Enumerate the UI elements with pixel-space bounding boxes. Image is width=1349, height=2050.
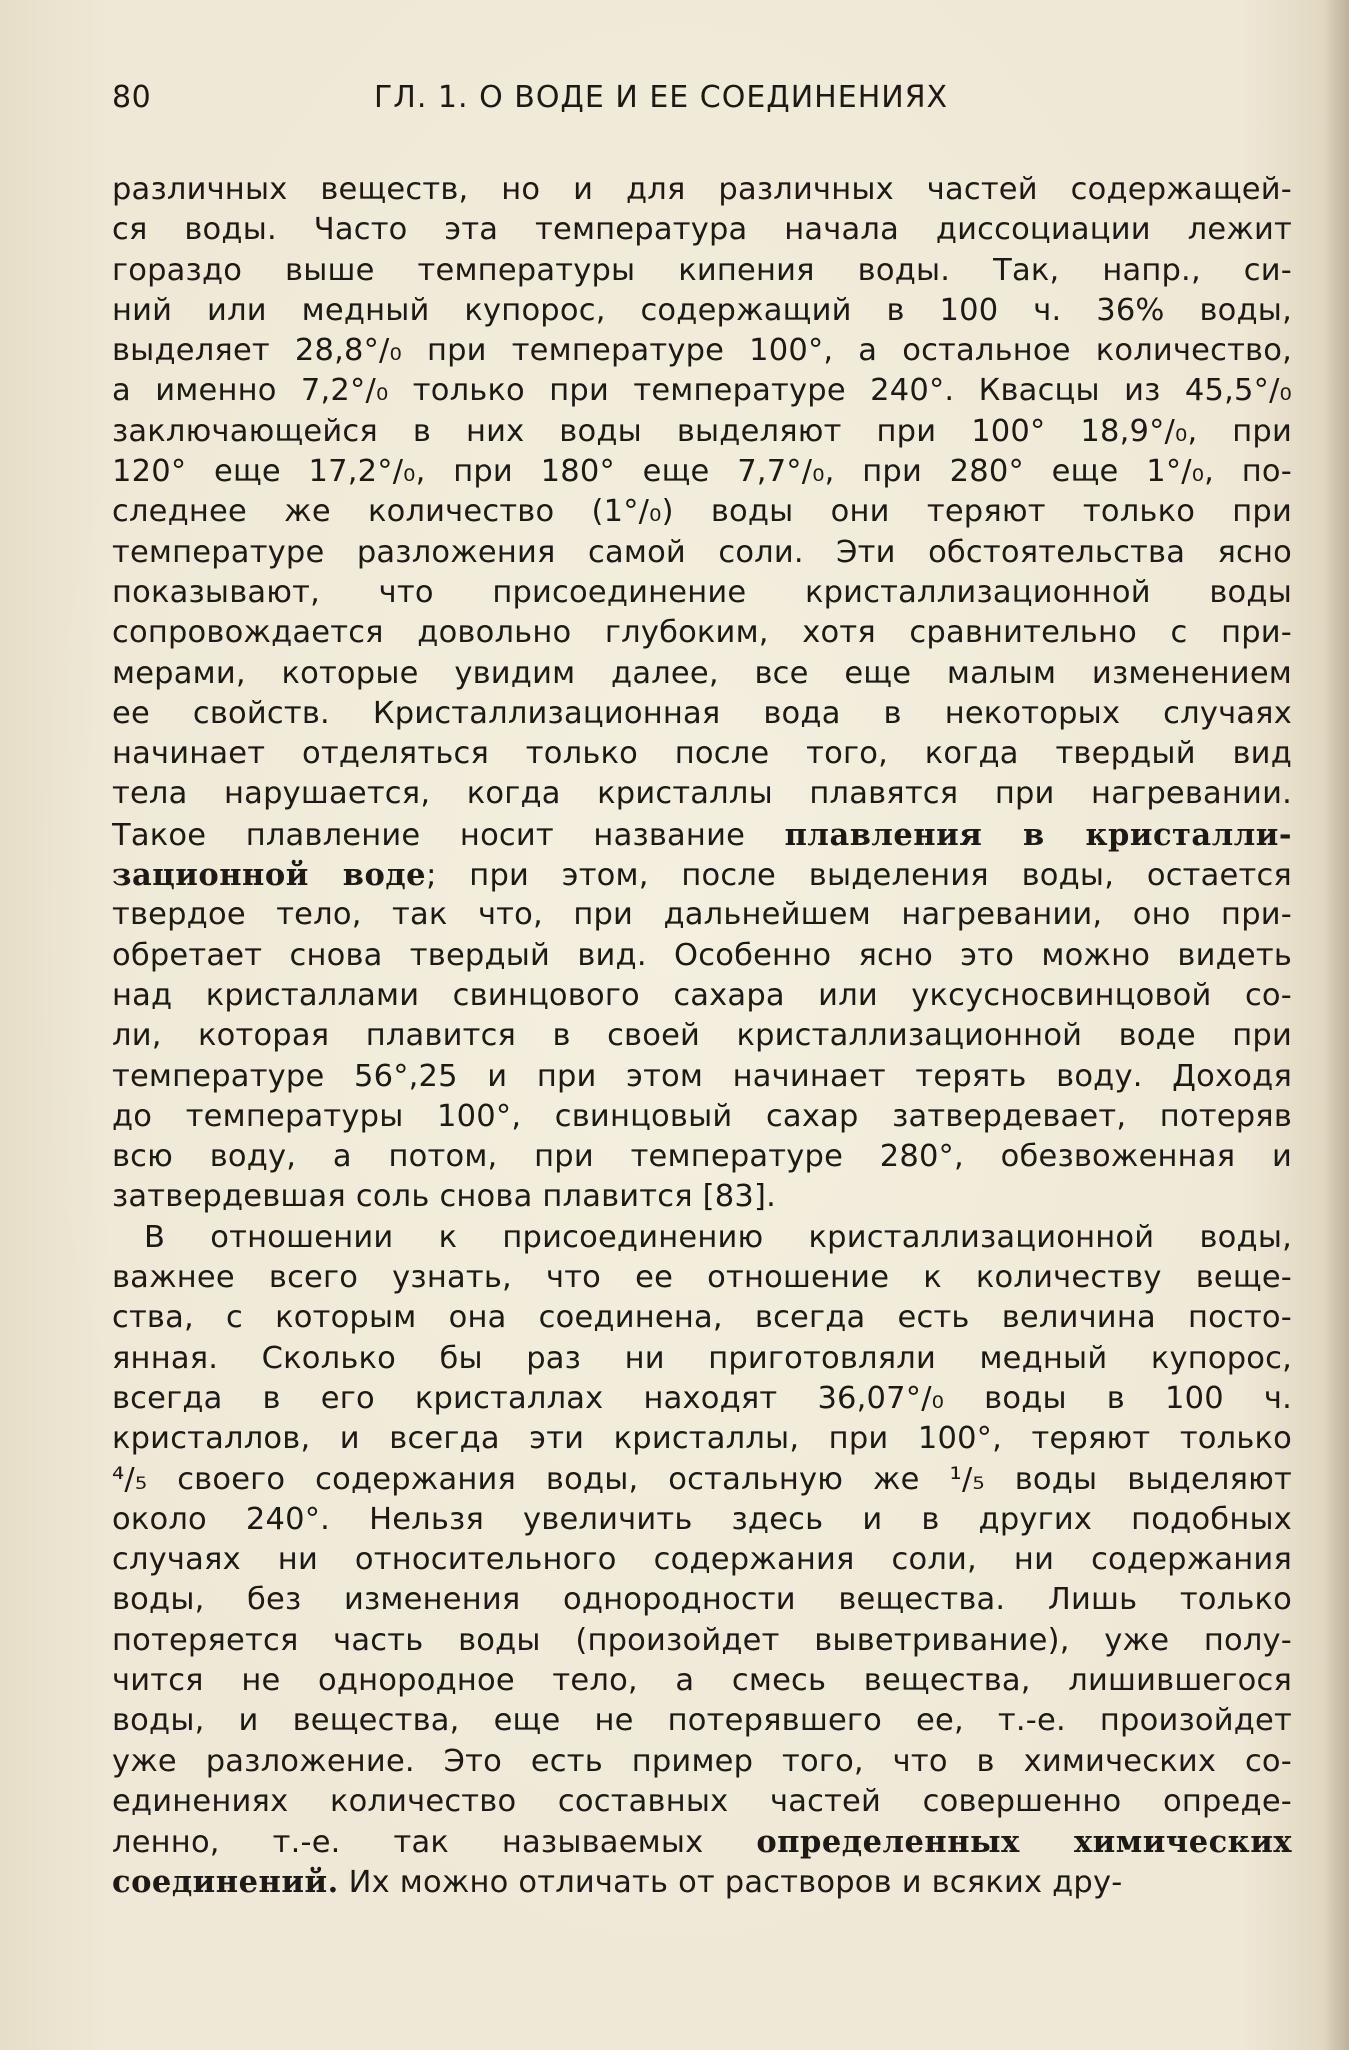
- text-line: [112, 895, 1292, 935]
- text-run: твердое тело, так что, при дальнейшем нагревании, оно при-: [112, 897, 1292, 933]
- text-run: затвердевшая соль снова плавится [83].: [112, 1179, 776, 1215]
- text-run: ся воды. Часто эта температура начала диссоциации лежит: [112, 212, 1292, 248]
- text-run: ; при этом, после выделения воды, остается: [426, 858, 1292, 894]
- text-line: [112, 1782, 1292, 1822]
- text-run: ее свойств. Кристаллизационная вода в некоторых случаях: [112, 695, 1292, 731]
- text-line: [112, 1218, 1292, 1258]
- text-line: [112, 452, 1292, 492]
- text-run: янная. Сколько бы раз ни приготовляли медный купорос,: [112, 1340, 1292, 1376]
- text-run: 120° еще 17,2°/₀, при 180° еще 7,7°/₀, при 280° еще 1°/₀, по-: [112, 454, 1292, 490]
- page-header: [112, 80, 1292, 120]
- text-line: [112, 1177, 1292, 1217]
- text-run: около 240°. Нельзя увеличить здесь и в других подобных: [112, 1501, 1292, 1537]
- text-line: [112, 412, 1292, 452]
- text-line: [112, 774, 1292, 814]
- text-line: [112, 1379, 1292, 1419]
- page-number: 80: [112, 80, 152, 115]
- text-run: воды, и вещества, еще не потерявшего ее, т.-е. произойдет: [112, 1703, 1292, 1739]
- text-line: [112, 251, 1292, 291]
- text-line: [112, 654, 1292, 694]
- text-line: [112, 533, 1292, 573]
- text-run: Их можно отличать от растворов и всяких дру-: [338, 1865, 1123, 1901]
- text-line: [112, 1460, 1292, 1500]
- text-run: кристаллов, и всегда эти кристаллы, при 100°, теряют только: [112, 1421, 1292, 1457]
- emphasized-term: соединений.: [112, 1864, 339, 1901]
- text-run: всю воду, а потом, при температуре 280°, обезвоженная и: [112, 1139, 1292, 1175]
- text-line: [112, 1540, 1292, 1580]
- text-run: уже разложение. Это есть пример того, что в химических со-: [112, 1743, 1292, 1779]
- text-line: [112, 815, 1292, 855]
- text-line: [112, 936, 1292, 976]
- emphasized-term: плавления в кристалли-: [784, 816, 1292, 853]
- text-run: над кристаллами свинцового сахара или уксусносвинцовой со-: [112, 977, 1292, 1013]
- text-run: случаях ни относительного содержания соли, ни содержания: [112, 1542, 1292, 1578]
- text-line: [112, 1097, 1292, 1137]
- text-run: гораздо выше температуры кипения воды. Так, напр., си-: [112, 252, 1292, 288]
- text-line: [112, 1500, 1292, 1540]
- text-line: [112, 170, 1292, 210]
- text-line: [112, 1661, 1292, 1701]
- text-run: а именно 7,2°/₀ только при температуре 240°. Квасцы из 45,5°/₀: [112, 373, 1292, 409]
- text-line: [112, 1419, 1292, 1459]
- text-line: [112, 492, 1292, 532]
- text-line: [112, 855, 1292, 895]
- text-line: [112, 573, 1292, 613]
- body-text: [112, 170, 1292, 1903]
- text-line: [112, 1742, 1292, 1782]
- text-line: [112, 613, 1292, 653]
- text-line: [112, 976, 1292, 1016]
- text-line: [112, 694, 1292, 734]
- text-run: всегда в его кристаллах находят 36,07°/₀ воды в 100 ч.: [112, 1380, 1292, 1416]
- page-spine-shadow: [1323, 0, 1349, 2050]
- text-line: [112, 1298, 1292, 1338]
- text-run: Такое плавление носит название: [112, 817, 785, 853]
- text-line: [112, 1862, 1292, 1902]
- text-line: [112, 1057, 1292, 1097]
- text-line: [112, 1339, 1292, 1379]
- text-run: обретает снова твердый вид. Особенно ясно это можно видеть: [112, 937, 1292, 973]
- paragraph: [112, 170, 1292, 1218]
- text-run: тела нарушается, когда кристаллы плавятся при нагревании.: [112, 776, 1292, 812]
- text-run: температуре разложения самой соли. Эти обстоятельства ясно: [112, 534, 1292, 570]
- text-run: заключающейся в них воды выделяют при 100° 18,9°/₀, при: [112, 413, 1292, 449]
- text-line: [112, 1016, 1292, 1056]
- text-line: [112, 371, 1292, 411]
- text-run: различных веществ, но и для различных частей содержащей-: [112, 172, 1292, 207]
- text-run: ⁴/₅ своего содержания воды, остальную же ¹/₅ воды выделяют: [112, 1461, 1292, 1497]
- text-line: [112, 1137, 1292, 1177]
- text-line: [112, 1701, 1292, 1741]
- emphasized-term: зационной воде: [112, 857, 427, 894]
- text-line: [112, 291, 1292, 331]
- text-run: температуре 56°,25 и при этом начинает терять воду. Доходя: [112, 1058, 1292, 1094]
- text-line: [112, 1621, 1292, 1661]
- text-line: [112, 1258, 1292, 1298]
- text-run: потеряется часть воды (произойдет выветривание), уже полу-: [112, 1622, 1292, 1658]
- text-run: начинает отделяться только после того, когда твердый вид: [112, 736, 1292, 772]
- text-run: ленно, т.-е. так называемых: [112, 1825, 757, 1861]
- text-line: [112, 1580, 1292, 1620]
- text-run: до температуры 100°, свинцовый сахар затвердевает, потеряв: [112, 1098, 1292, 1134]
- text-run: чится не однородное тело, а смесь вещества, лишившегося: [112, 1662, 1292, 1698]
- text-run: мерами, которые увидим далее, все еще малым изменением: [112, 655, 1292, 691]
- text-line: [112, 331, 1292, 371]
- text-run: важнее всего узнать, что ее отношение к количеству веще-: [112, 1260, 1292, 1296]
- text-run: следнее же количество (1°/₀) воды они теряют только при: [112, 494, 1292, 530]
- running-title: ГЛ. 1. О ВОДЕ И ЕЕ СОЕДИНЕНИЯХ: [374, 80, 949, 115]
- text-run: ства, с которым она соединена, всегда есть величина посто-: [112, 1300, 1292, 1336]
- text-line: [112, 210, 1292, 250]
- emphasized-term: определенных химических: [756, 1824, 1292, 1861]
- text-line: [112, 1822, 1292, 1862]
- text-run: единениях количество составных частей совершенно опреде-: [112, 1783, 1292, 1819]
- paragraph: [112, 1218, 1292, 1903]
- text-run: ний или медный купорос, содержащий в 100 ч. 36% воды,: [112, 292, 1292, 328]
- text-line: [112, 734, 1292, 774]
- text-run: В отношении к присоединению кристаллизационной воды,: [144, 1219, 1292, 1255]
- text-run: сопровождается довольно глубоким, хотя сравнительно с при-: [112, 615, 1292, 651]
- text-run: воды, без изменения однородности вещества. Лишь только: [112, 1582, 1292, 1618]
- text-run: выделяет 28,8°/₀ при температуре 100°, а остальное количество,: [112, 333, 1292, 369]
- text-run: ли, которая плавится в своей кристаллизационной воде при: [112, 1018, 1292, 1054]
- text-run: показывают, что присоединение кристаллизационной воды: [112, 574, 1292, 610]
